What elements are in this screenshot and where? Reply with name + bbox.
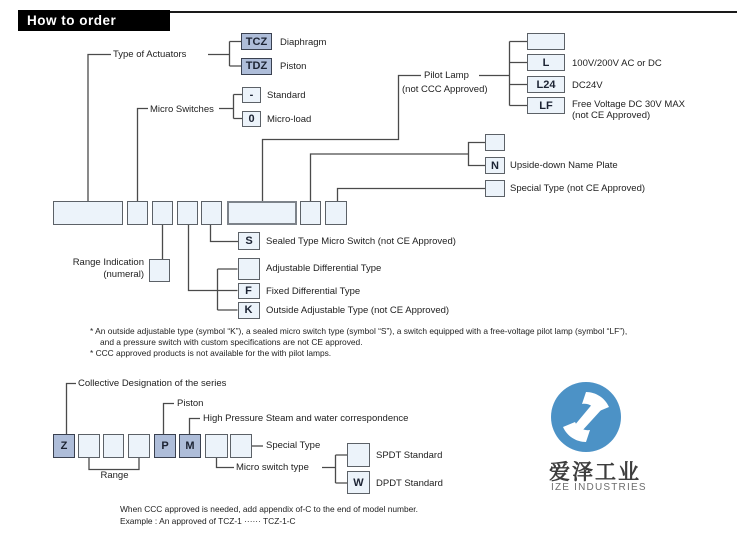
model-field-range-3 <box>128 434 150 458</box>
ize-logo-icon <box>550 381 622 453</box>
label-fixed-differential: Fixed Differential Type <box>266 286 361 297</box>
label-diaphragm: Diaphragm <box>280 36 327 48</box>
label-micro-switches: Micro Switches <box>150 103 214 115</box>
label-spdt: SPDT Standard <box>376 449 443 461</box>
note-line-1: * An outside adjustable type (symbol “K”), a sealed micro switch type (symbol “S”), a switch equipped with a free-voltage pilot lamp (symbol “LF”), <box>90 325 628 336</box>
label-piston-bottom: Piston <box>177 397 204 409</box>
code-box-pilot-blank <box>527 33 565 50</box>
label-special-type: Special Type (not CE Approved) <box>510 183 646 194</box>
label-l-desc: 100V/200V AC or DC <box>572 57 662 69</box>
label-type-of-actuators: Type of Actuators <box>113 49 187 60</box>
label-sealed-type: Sealed Type Micro Switch (not CE Approved) <box>266 236 456 247</box>
code-box-nameplate-blank <box>485 134 505 151</box>
code-box-m: M <box>179 434 201 458</box>
code-box-special-blank <box>485 180 505 197</box>
footer-line-2: Example : An approved of TCZ-1 ······ TCZ-1-C <box>120 515 296 526</box>
label-special-type-bottom: Special Type <box>266 440 321 451</box>
code-box-adjustable-blank <box>238 258 260 280</box>
label-high-pressure: High Pressure Steam and water correspondence <box>203 412 409 424</box>
label-range: Range <box>100 470 129 481</box>
note-line-2: and a pressure switch with custom specifications are not CE approved. <box>100 336 363 347</box>
model-field-special-bottom <box>230 434 252 458</box>
label-range-indication: Range Indication <box>72 257 144 268</box>
label-piston: Piston <box>280 61 307 72</box>
model-field-range-2 <box>103 434 124 458</box>
label-collective-designation: Collective Designation of the series <box>78 377 227 389</box>
label-outside-adjustable: Outside Adjustable Type (not CE Approved) <box>266 305 450 316</box>
code-box-l24: L24 <box>527 76 565 93</box>
code-box-lf: LF <box>527 97 565 114</box>
label-lf-desc: Free Voltage DC 30V MAX <box>572 98 685 110</box>
label-pilot-lamp-note: (not CCC Approved) <box>402 83 488 95</box>
code-box-spdt-blank <box>347 443 370 467</box>
model-field-differential <box>177 201 198 225</box>
code-box-tdz: TDZ <box>241 58 272 75</box>
label-upside-down-name-plate: Upside-down Name Plate <box>510 160 618 171</box>
model-field-range-1 <box>78 434 100 458</box>
label-dpdt: DPDT Standard <box>376 477 443 489</box>
code-box-range-indication <box>149 259 170 282</box>
footer-line-1: When CCC approved is needed, add appendix of-C to the end of model number. <box>120 503 418 514</box>
model-field-actuator <box>53 201 123 225</box>
label-micro-switch-type: Micro switch type <box>236 461 309 473</box>
model-field-special <box>325 201 347 225</box>
model-field-nameplate <box>300 201 321 225</box>
code-box-z: Z <box>53 434 75 458</box>
code-box-k: K <box>238 302 260 319</box>
model-field-pilot-lamp <box>227 201 297 225</box>
code-box-f: F <box>238 283 260 299</box>
label-lf-desc2: (not CE Approved) <box>572 110 651 121</box>
code-box-tcz: TCZ <box>241 33 272 50</box>
logo-text-cn: 爱泽工业 <box>549 461 641 484</box>
label-pilot-lamp: Pilot Lamp <box>424 69 469 81</box>
code-box-n: N <box>485 157 505 174</box>
code-box-l: L <box>527 54 565 71</box>
label-adjustable-differential: Adjustable Differential Type <box>266 263 382 274</box>
model-field-microswitch-type <box>205 434 228 458</box>
label-micro-load: Micro-load <box>267 113 312 125</box>
logo-text-en: IZE INDUSTRIES <box>551 482 647 493</box>
note-line-3: * CCC approved products is not available for the with pilot lamps. <box>90 347 332 358</box>
code-box-s: S <box>238 232 260 250</box>
model-field-microswitch <box>127 201 148 225</box>
code-box-microload: 0 <box>242 111 261 127</box>
label-range-indication-numeral: (numeral) <box>103 269 144 280</box>
label-l24-desc: DC24V <box>572 79 603 91</box>
model-field-range <box>152 201 173 225</box>
page-title: How to order <box>18 10 170 31</box>
code-box-w: W <box>347 471 370 494</box>
code-box-p: P <box>154 434 176 458</box>
code-box-standard: - <box>242 87 261 103</box>
label-standard: Standard <box>267 89 306 101</box>
model-field-sealed <box>201 201 222 225</box>
